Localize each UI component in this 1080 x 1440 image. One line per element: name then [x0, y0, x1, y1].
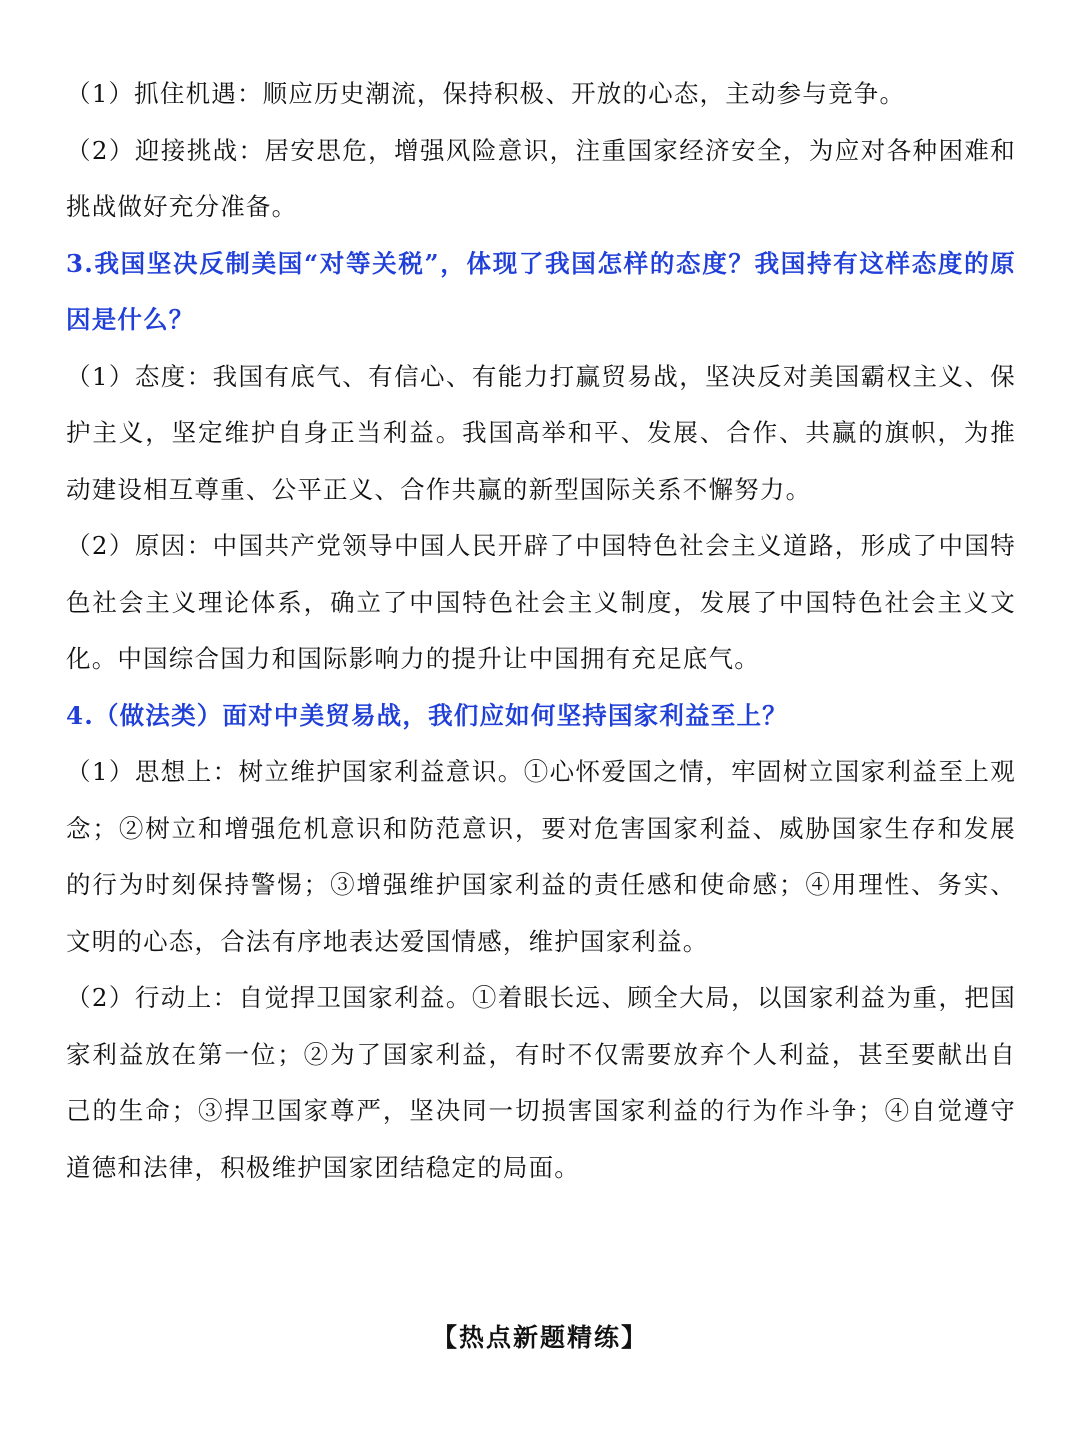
section-title: 【热点新题精练】: [431, 1323, 648, 1352]
question-4: 4.（做法类）面对中美贸易战，我们应如何坚持国家利益至上？: [66, 700, 788, 730]
answer-reason: （2）原因：中国共产党领导中国人民开辟了中国特色社会主义道路，形成了中国特色社会主义理论体系，确立了中国特色社会主义制度，发展了中国特色社会主义文化。中国综合国力和国际影响力的提升让中国拥有充足底气。: [66, 531, 1016, 673]
question-3: 3.我国坚决反制美国“对等关税”，体现了我国怎样的态度？我国持有这样态度的原因是什么？: [66, 248, 1016, 334]
answer-attitude: （1）态度：我国有底气、有信心、有能力打赢贸易战，坚决反对美国霸权主义、保护主义，坚定维护自身正当利益。我国高举和平、发展、合作、共赢的旗帜，为推动建设相互尊重、公平正义、合作共赢的新型国际关系不懈努力。: [66, 361, 1016, 504]
answer-thought: （1）思想上：树立维护国家利益意识。①心怀爱国之情，牢固树立国家利益至上观念；②树立和增强危机意识和防范意识，要对危害国家利益、威胁国家生存和发展的行为时刻保持警惕；③增强维护国家利益的责任感和使命感；④用理性、务实、文明的心态，合法有序地表达爱国情感，维护国家利益。: [66, 757, 1016, 956]
answer-challenge: （2）迎接挑战：居安思危，增强风险意识，注重国家经济安全，为应对各种困难和挑战做好充分准备。: [66, 135, 1016, 221]
answer-action: （2）行动上：自觉捍卫国家利益。①着眼长远、顾全大局，以国家利益为重，把国家利益放在第一位；②为了国家利益，有时不仅需要放弃个人利益，甚至要献出自己的生命；③捍卫国家尊严，坚决同一切损害国家利益的行为作斗争；④自觉遵守道德和法律，积极维护国家团结稳定的局面。: [66, 983, 1016, 1182]
answer-opportunity: （1）抓住机遇：顺应历史潮流，保持积极、开放的心态，主动参与竞争。: [66, 79, 906, 108]
